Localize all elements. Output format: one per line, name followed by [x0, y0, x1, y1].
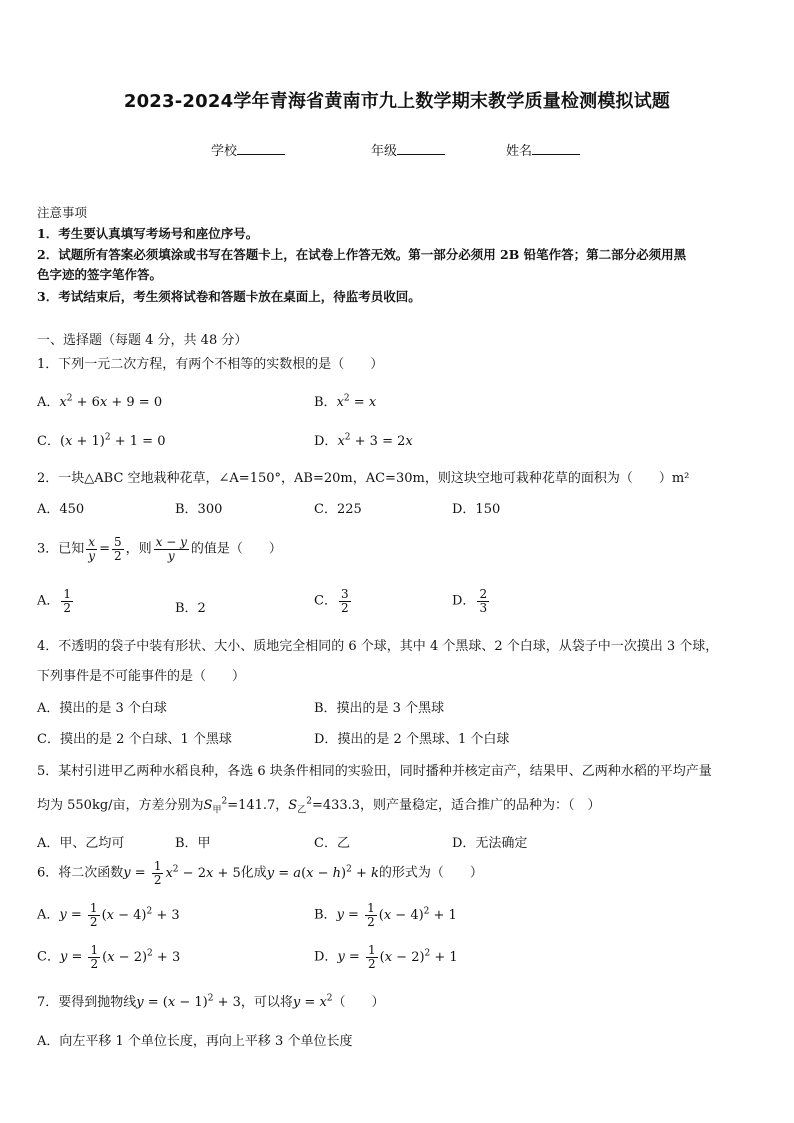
q5-option-a: A．甲、乙均可 [37, 836, 125, 851]
notice-item-3: 3．考试结束后，考生须将试卷和答题卡放在桌面上，待监考员收回。 [37, 289, 421, 304]
q4-option-a: A．摸出的是 3 个白球 [37, 701, 167, 716]
grade-blank [397, 142, 445, 155]
school-blank [237, 142, 285, 155]
q3-option-b: B．2 [175, 601, 206, 616]
q2-option-d: D．150 [452, 502, 501, 517]
notice-item-1: 1．考生要认真填写考场号和座位序号。 [37, 226, 259, 241]
q2-option-a: A．450 [37, 502, 85, 517]
q2-stem: 2．一块△ABC 空地栽种花草，∠A=150°，AB=20m，AC=30m，则这块空地可栽种花草的面积为（ ）m² [37, 471, 690, 486]
q3-option-c: C． $\frac{3}{2}$ [314, 587, 349, 615]
q4-stem-line2: 下列事件是不可能事件的是（ ） [37, 669, 246, 684]
q1-option-a: A．$x^2 + 6x + 9 = 0$ [37, 393, 163, 410]
grade-label: 年级 [371, 144, 398, 159]
q4-option-c: C．摸出的是 2 个白球、1 个黑球 [37, 732, 232, 747]
name-blank [532, 142, 580, 155]
q7-stem: 7．要得到抛物线$y = (x - 1)^2 + 3$，可以将$y = x^2$（ ） [37, 993, 385, 1010]
q6-stem: 6．将二次函数y = $\frac{1}{2}$ $x^2 - 2x + 5$化成$y = a(x - h)^2 + k$的形式为（ ） [37, 859, 483, 887]
grade-field [371, 140, 445, 159]
school-label: 学校 [211, 144, 238, 159]
q6-option-c: C．y = $\frac{1}{2}$ $(x - 2)^2 + 3$ [37, 943, 181, 971]
q5-stem-line1: 5．某村引进甲乙两种水稻良种，各选 6 块条件相同的实验田，同时播种并核定亩产，结果甲、乙两种水稻的平均产量 [37, 764, 712, 779]
q6-option-d: D．y = $\frac{1}{2}$ $(x - 2)^2 + 1$ [314, 943, 458, 971]
notice-item-2-cont: 色字迹的签字笔作答。 [37, 267, 163, 282]
section-heading: 一、选择题（每题 4 分，共 48 分） [37, 333, 248, 348]
q1-option-c: C．$(x + 1)^2 + 1 = 0$ [37, 432, 166, 449]
q1-option-d: D．$x^2 + 3 = 2x$ [314, 432, 413, 449]
q5-option-d: D．无法确定 [452, 836, 528, 851]
q5-stem-line2: 均为 550kg/亩，方差分别为$S_甲^2=141.7$，$S_乙^2=433.3$，则产量稳定，适合推广的品种为：（ ） [37, 796, 601, 816]
q6-option-b: B．y = $\frac{1}{2}$ $(x - 4)^2 + 1$ [314, 901, 457, 929]
q3-stem: 3．已知 $\frac{x}{y}$ = $\frac{5}{2}$ ，则 $\frac{x - y}{y}$ 的值是（ ） [37, 535, 282, 563]
q1-stem: 1．下列一元二次方程，有两个不相等的实数根的是（ ） [37, 357, 384, 372]
q2-option-c: C．225 [314, 502, 362, 517]
notice-item-2: 2．试题所有答案必须填涂或书写在答题卡上，在试卷上作答无效。第一部分必须用 2B 铅笔作答；第二部分必须用黑 [37, 247, 687, 262]
q5-option-c: C．乙 [314, 836, 350, 851]
q3-option-a: A． $\frac{1}{2}$ [37, 587, 72, 615]
q4-stem-line1: 4．不透明的袋子中装有形状、大小、质地完全相同的 6 个球，其中 4 个黑球、2 个白球，从袋子中一次摸出 3 个球， [37, 639, 719, 654]
q4-option-d: D．摸出的是 2 个黑球、1 个白球 [314, 732, 510, 747]
name-field [506, 140, 580, 159]
name-label: 姓名 [506, 144, 533, 159]
q3-option-d: D． $\frac{2}{3}$ [452, 587, 488, 615]
q1-option-b: B．$x^2 = x$ [314, 393, 377, 410]
q7-option-a: A．向左平移 1 个单位长度，再向上平移 3 个单位长度 [37, 1034, 353, 1049]
school-field [211, 140, 285, 159]
q5-option-b: B．甲 [175, 836, 211, 851]
notice-heading: 注意事项 [37, 205, 88, 220]
page-title: 2023-2024学年青海省黄南市九上数学期末教学质量检测模拟试题 [123, 91, 671, 112]
q4-option-b: B．摸出的是 3 个黑球 [314, 701, 445, 716]
q6-option-a: A．y = $\frac{1}{2}$ $(x - 4)^2 + 3$ [37, 901, 180, 929]
q2-option-b: B．300 [175, 502, 223, 517]
